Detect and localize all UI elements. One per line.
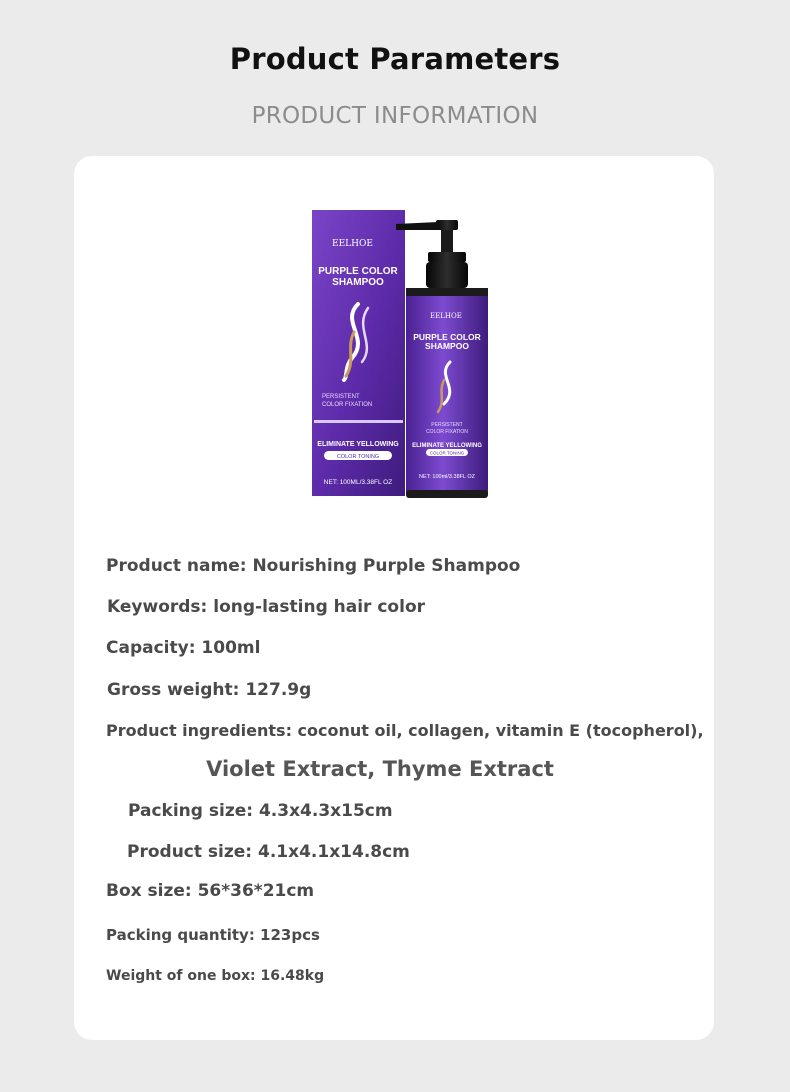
shampoo-bottle: [396, 220, 488, 498]
box-badge: ELIMINATE YELLOWING: [317, 441, 399, 448]
bottle-badge: ELIMINATE YELLOWING: [412, 443, 482, 449]
bottle-name-line1: PURPLE COLOR: [413, 332, 481, 342]
param-product-size: Product size: 4.1x4.1x14.8cm: [127, 842, 410, 862]
bottle-net: NET: 100ml/3.38FL OZ: [418, 474, 476, 480]
box-name-line2: SHAMPOO: [332, 277, 384, 288]
bottle-claim-line2: COLOR FIXATION: [426, 429, 468, 435]
product-image: [310, 208, 490, 503]
param-capacity: Capacity: 100ml: [106, 638, 261, 658]
box-name-line1: PURPLE COLOR: [318, 266, 398, 277]
page-title: Product Parameters: [229, 42, 561, 76]
bottle-name-line2: SHAMPOO: [425, 341, 469, 351]
bottle-pill: COLOR TONING: [429, 450, 465, 456]
page-subtitle: PRODUCT INFORMATION: [251, 103, 539, 129]
param-gross-weight: Gross weight: 127.9g: [107, 680, 312, 700]
box-claim-line2: COLOR FIXATION: [322, 402, 373, 408]
param-box-size: Box size: 56*36*21cm: [106, 881, 315, 901]
shampoo-box: [312, 210, 405, 496]
param-packing-quantity: Packing quantity: 123pcs: [106, 926, 320, 944]
param-keywords: Keywords: long-lasting hair color: [107, 597, 426, 617]
param-packing-size: Packing size: 4.3x4.3x15cm: [128, 801, 393, 821]
bottle-claim-line1: PERSISTENT: [431, 422, 463, 428]
box-claim-line1: PERSISTENT: [322, 394, 360, 400]
bottle-brand: EELHOE: [430, 312, 462, 320]
param-ingredients: Product ingredients: coconut oil, collagen, vitamin E (tocopherol),: [106, 721, 704, 740]
box-net: NET: 100ML/3.38FL OZ: [323, 479, 393, 486]
param-product-name: Product name: Nourishing Purple Shampoo: [106, 556, 521, 576]
param-box-weight: Weight of one box: 16.48kg: [106, 968, 325, 984]
box-pill: COLOR TONING: [336, 454, 380, 460]
param-ingredients-continued: Violet Extract, Thyme Extract: [206, 757, 554, 781]
box-brand: EELHOE: [332, 239, 373, 249]
